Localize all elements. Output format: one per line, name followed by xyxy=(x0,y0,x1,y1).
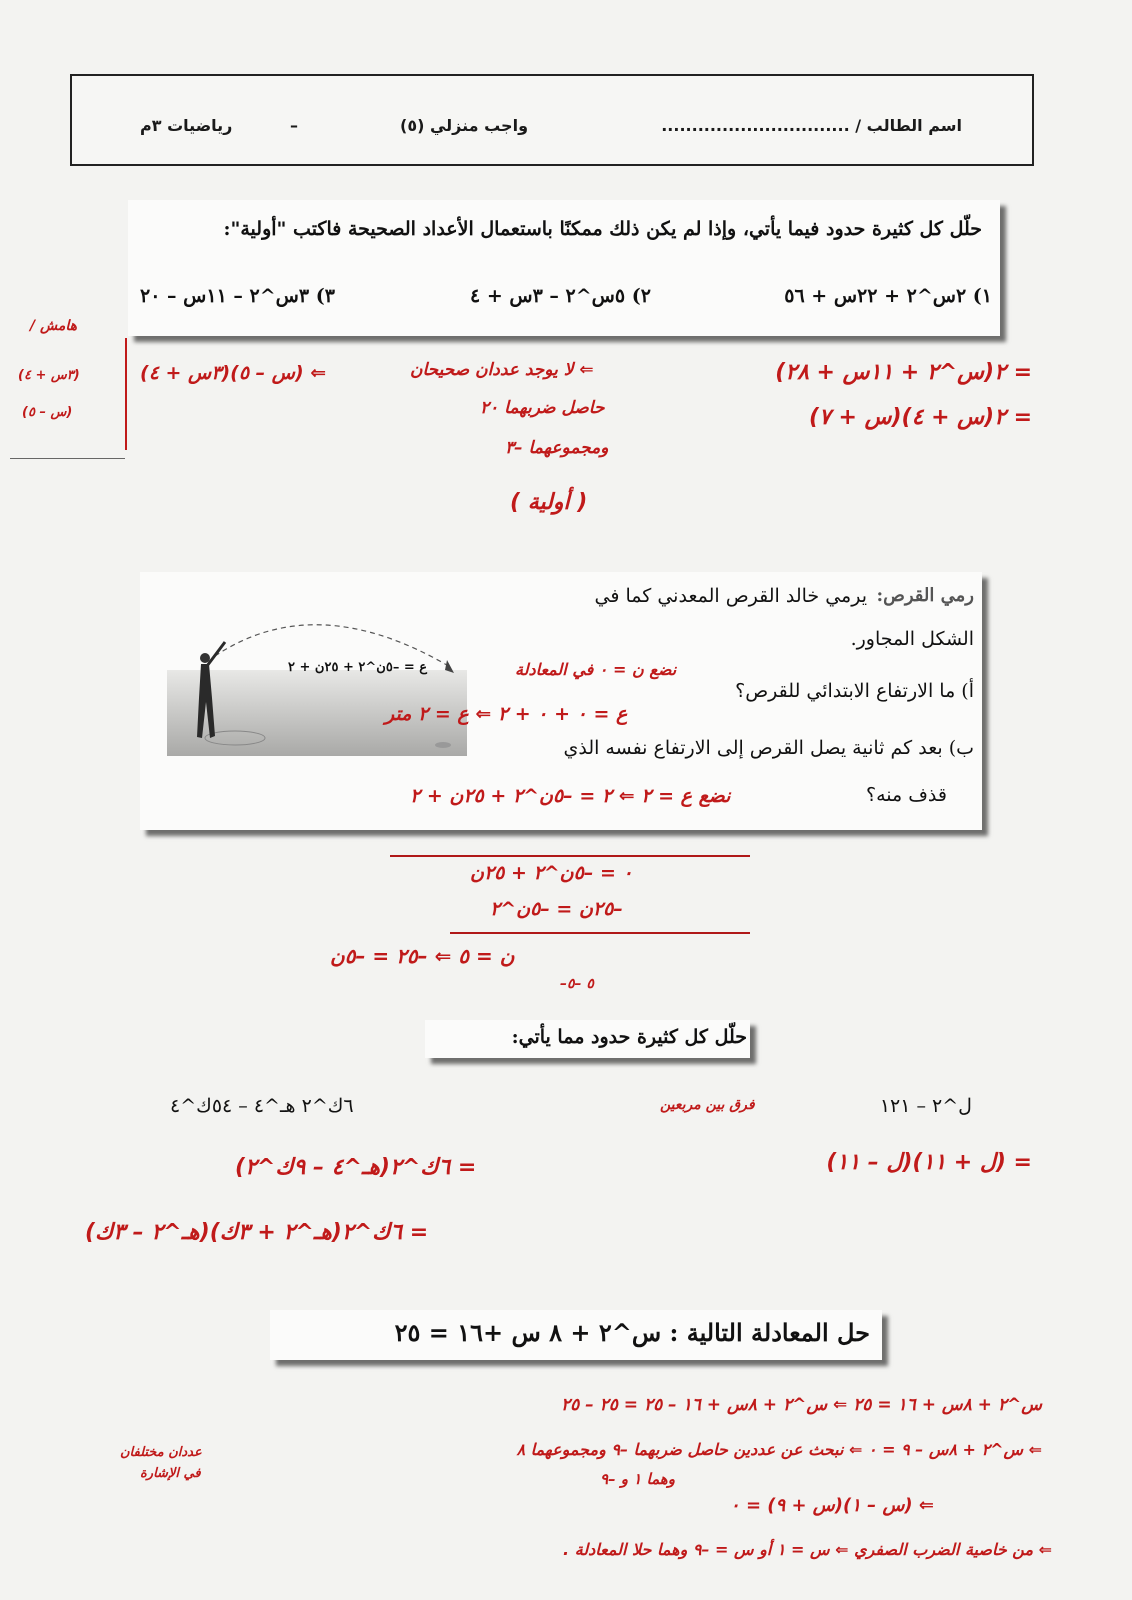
q2-answer-a-line1: نضع ن = ٠ في المعادلة xyxy=(515,660,677,679)
q1-margin-line xyxy=(125,338,127,450)
q3-item-right-note: فرق بين مربعين xyxy=(660,1097,755,1113)
q3-item-right: ل^٢ – ١٢١ xyxy=(879,1095,972,1117)
q4-line3: ⇐ (س – ١)(س + ٩) = ٠ xyxy=(730,1495,934,1516)
q2-answer-b-den: –٥ –٥ xyxy=(560,976,594,992)
q1-answer2-line4: ( أولية ) xyxy=(510,490,588,515)
student-name-label: اسم الطالب / ............................... xyxy=(661,116,962,135)
q1-answer2-line1: ⇐ لا يوجد عددان صحيحان xyxy=(410,360,594,380)
homework-title: واجب منزلي (٥) xyxy=(400,116,529,135)
q2-answer-b-line3: –٢٥ن = –٥ن^٢ xyxy=(490,898,623,920)
q2-text-line2: الشكل المجاور. xyxy=(850,628,974,650)
subject-label: رياضيات ٣م xyxy=(140,116,233,135)
q1-item-2: ٢) ٥س^٢ – ٣س + ٤ xyxy=(470,285,651,307)
discus-throw-figure xyxy=(167,598,467,756)
q1-item-1: ١) ٢س^٢ + ٢٢س + ٥٦ xyxy=(784,285,992,307)
q2-part-b-line2: قذف منه؟ xyxy=(866,784,947,806)
figure-equation: ع = –٥ن^٢ + ٢٥ن + ٢ xyxy=(288,660,428,675)
q1-side-line1: (٣س + ٤) xyxy=(18,368,80,383)
q2-text-line1: يرمي خالد القرص المعدني كما في xyxy=(594,585,867,607)
q2-answer-b-line4: ن = ٥ ⇐ –٢٥ = –٥ن xyxy=(330,944,515,968)
q4-line2b: وهما ١ و –٩ xyxy=(600,1470,675,1488)
q1-answer1-line1: = ٢(س^٢ + ١١س + ٢٨) xyxy=(775,360,1032,385)
q1-margin-baseline xyxy=(10,458,125,459)
q4-side-note-line1: عددان مختلفان xyxy=(120,1445,202,1460)
q2-work-rule-1 xyxy=(390,855,750,857)
q1-item-3: ٣) ٣س^٢ – ١١س – ٢٠ xyxy=(140,285,335,307)
q2-answer-b-line2: ٠ = –٥ن^٢ + ٢٥ن xyxy=(470,862,633,884)
q4-line2: ⇐ س^٢ + ٨س – ٩ = ٠ ⇐ نبحث عن عددين حاصل ضربهما –٩ ومجموعهما ٨ xyxy=(516,1440,1042,1459)
q1-side-note: هامش / xyxy=(30,318,77,334)
q4-line4: ⇐ من خاصية الضرب الصفري ⇐ س = ١ أو س = –٩ وهما حلا المعادلة . xyxy=(563,1540,1052,1559)
question4-instruction: حل المعادلة التالية : س^٢ + ٨ س +١٦ = ٢٥ xyxy=(394,1318,870,1347)
question1-instruction: حلّل كل كثيرة حدود فيما يأتي، وإذا لم يكن ذلك ممكنًا باستعمال الأعداد الصحيحة فاكتب "أولية": xyxy=(223,218,982,240)
q1-side-line2: (س – ٥) xyxy=(22,405,73,420)
q1-answer2-line3: ومجموعهما –٣ xyxy=(505,438,609,458)
q1-answer1-line2: = ٢(س + ٤)(س + ٧) xyxy=(808,405,1032,430)
q4-side-note-line2: في الإشارة xyxy=(140,1466,201,1481)
q3-item-left: ٦ك^٢ هـ^٤ – ٥٤ك^٤ xyxy=(170,1095,354,1117)
q2-answer-b-line1: نضع ع = ٢ ⇐ ٢ = –٥ن^٢ + ٢٥ن + ٢ xyxy=(410,785,731,807)
q3-answer-right: = (ل + ١١)(ل – ١١) xyxy=(826,1150,1032,1175)
q2-answer-a-line2: ع = ٠ + ٠ + ٢ ⇐ ع = ٢ متر xyxy=(385,703,628,725)
q4-line1: س^٢ + ٨س + ١٦ = ٢٥ ⇐ س^٢ + ٨س + ١٦ – ٢٥ = ٢٥ – ٢٥ xyxy=(561,1395,1042,1415)
q2-part-b-line1: ب) بعد كم ثانية يصل القرص إلى الارتفاع نفسه الذي xyxy=(563,737,974,759)
q1-answer3-line1: ⇐ (س – ٥)(٣س + ٤) xyxy=(140,362,327,384)
q3-answer-left-line1: = ٦ك^٢(هـ^٤ – ٩ك^٢) xyxy=(235,1155,477,1180)
q2-work-rule-2 xyxy=(450,932,750,934)
q3-answer-left-line2: = ٦ك^٢(هـ^٢ + ٣ك)(هـ^٢ – ٣ك) xyxy=(85,1220,429,1245)
question3-instruction: حلّل كل كثيرة حدود مما يأتي: xyxy=(511,1026,747,1048)
q1-answer2-line2: حاصل ضربهما ٢٠ xyxy=(480,398,605,418)
q2-part-a: أ) ما الارتفاع الابتدائي للقرص؟ xyxy=(735,680,974,702)
header-dash: – xyxy=(290,116,298,135)
q2-title: رمي القرص: xyxy=(876,585,974,606)
